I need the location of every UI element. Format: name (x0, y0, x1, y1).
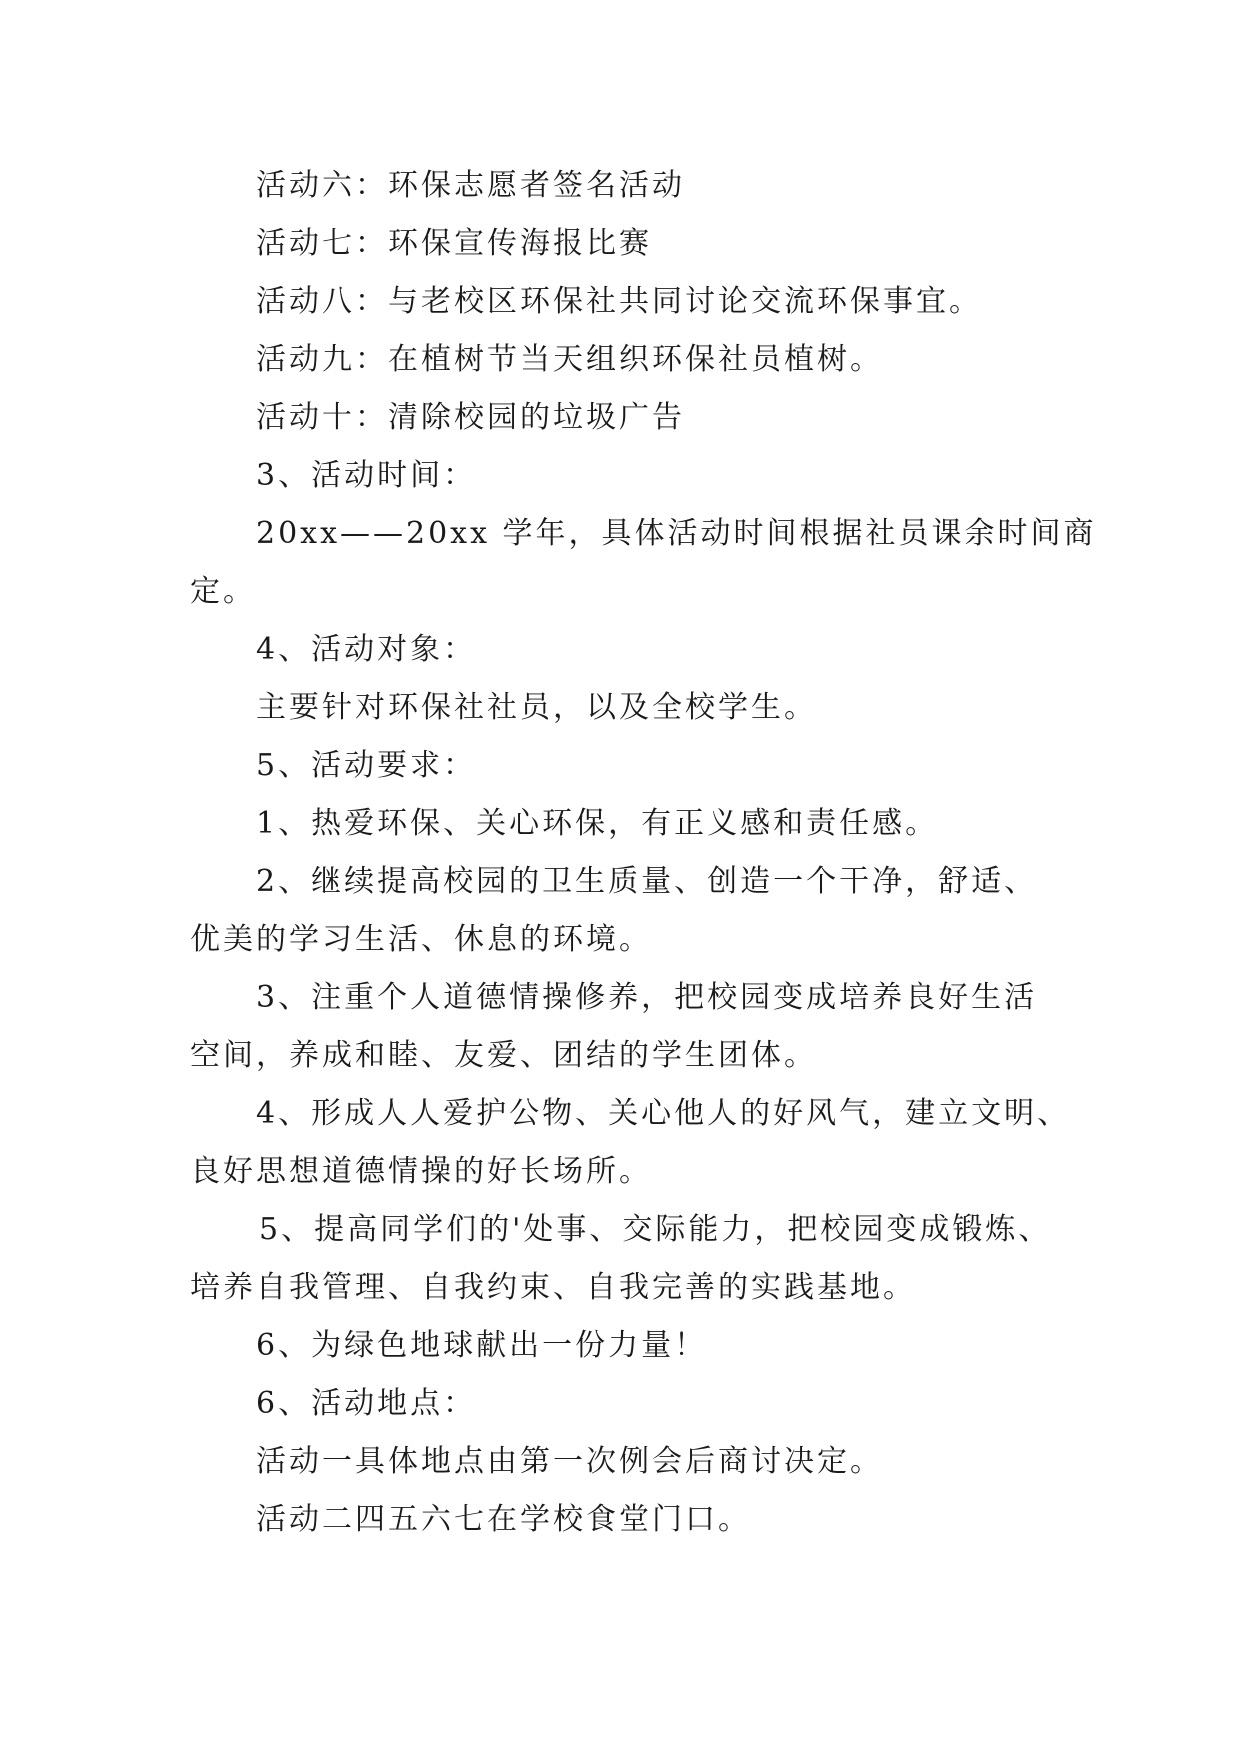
location-activity-one: 活动一具体地点由第一次例会后商讨决定。 (256, 1444, 883, 1479)
requirement-2-line-1: 2、继续提高校园的卫生质量、创造一个干净，舒适、 (256, 864, 1038, 899)
activity-six-line: 活动六：环保志愿者签名活动 (256, 168, 685, 203)
section-heading-requirements: 5、活动要求： (256, 748, 477, 783)
section-heading-time: 3、活动时间： (256, 458, 477, 493)
activity-ten-line: 活动十：清除校园的垃圾广告 (256, 400, 685, 435)
activity-seven-line: 活动七：环保宣传海报比赛 (256, 226, 652, 261)
requirement-4-line-1: 4、形成人人爱护公物、关心他人的好风气，建立文明、 (256, 1096, 1071, 1131)
time-paragraph-line-1: 20xx——20xx 学年，具体活动时间根据社员课余时间商 (256, 516, 1097, 551)
requirement-1: 1、热爱环保、关心环保，有正义感和责任感。 (256, 806, 939, 841)
activity-eight-line: 活动八：与老校区环保社共同讨论交流环保事宜。 (256, 284, 982, 319)
activity-nine-line: 活动九：在植树节当天组织环保社员植树。 (256, 342, 883, 377)
requirement-3-line-2: 空间，养成和睦、友爱、团结的学生团体。 (190, 1038, 817, 1073)
requirement-6: 6、为绿色地球献出一份力量！ (256, 1328, 708, 1363)
target-paragraph: 主要针对环保社社员，以及全校学生。 (256, 690, 817, 725)
requirement-2-line-2: 优美的学习生活、休息的环境。 (190, 922, 652, 957)
requirement-4-line-2: 良好思想道德情操的好长场所。 (190, 1154, 652, 1189)
time-paragraph-line-2: 定。 (190, 574, 256, 609)
requirement-5-line-2: 培养自我管理、自我约束、自我完善的实践基地。 (190, 1270, 916, 1305)
section-heading-target: 4、活动对象： (256, 632, 477, 667)
location-activities-two-to-seven: 活动二四五六七在学校食堂门口。 (256, 1502, 751, 1537)
section-heading-location: 6、活动地点： (256, 1386, 477, 1421)
requirement-5-line-1: 5、提高同学们的'处事、交际能力，把校园变成锻炼、 (259, 1212, 1052, 1247)
requirement-3-line-1: 3、注重个人道德情操修养，把校园变成培养良好生活 (256, 980, 1038, 1015)
